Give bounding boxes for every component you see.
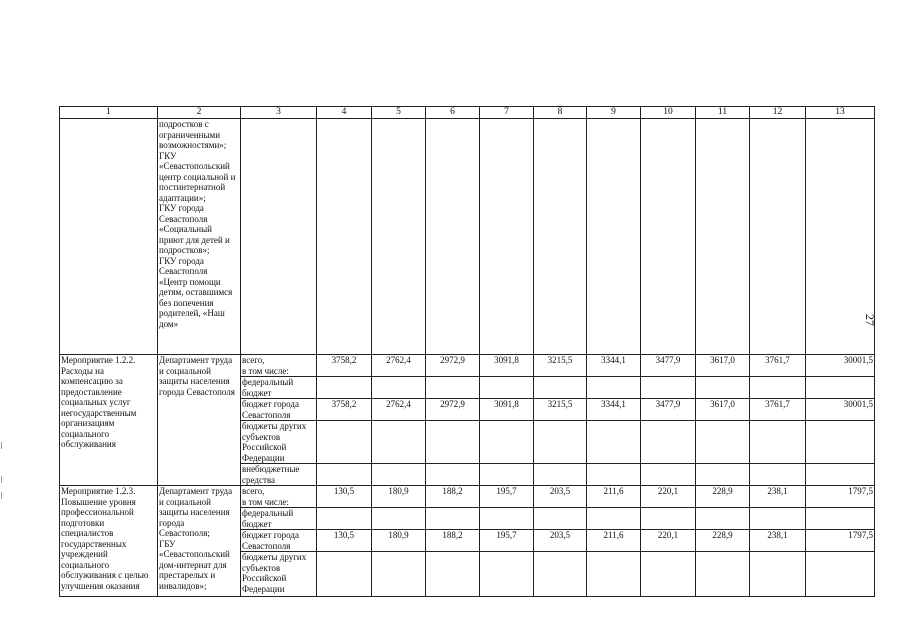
executor-line: ГКУ города — [159, 203, 204, 213]
year-value-cell — [372, 421, 426, 464]
measure-name-line: социальных услуг — [61, 397, 131, 407]
year-value-cell — [534, 464, 587, 486]
funding-source-line: Федерации — [242, 452, 285, 463]
year-value-cell — [641, 421, 696, 464]
scan-artifact — [1, 476, 2, 483]
funding-source-line: в том числе: — [242, 365, 289, 376]
empty-cell — [480, 119, 534, 355]
year-value-cell: 188,2 — [426, 530, 480, 552]
continuation-row — [60, 119, 875, 355]
executor-line: престарелых и — [159, 570, 216, 580]
executor-line: родителей, «Наш — [159, 308, 225, 318]
year-value-cell: 3761,7 — [750, 399, 806, 421]
empty-cell — [241, 119, 317, 355]
funding-source-cell — [241, 464, 317, 486]
funding-source-line: бюджет — [242, 387, 272, 398]
year-value-cell: 3617,0 — [696, 399, 750, 421]
funding-source-line: субъектов — [242, 562, 281, 573]
total-value-cell: 30001,5 — [806, 399, 875, 421]
executor-line: инвалидов»; — [159, 580, 207, 591]
year-value-cell: 238,1 — [750, 530, 806, 552]
year-value-cell — [641, 377, 696, 399]
measure-name-line: Повышение уровня — [61, 496, 136, 507]
measure-name-line: предоставление — [61, 386, 122, 397]
year-value-cell: 203,5 — [534, 486, 587, 508]
year-value-cell — [426, 421, 480, 464]
executor-line: «Социальный — [159, 224, 212, 234]
year-value-cell — [480, 508, 534, 530]
measure-name-line: обслуживания с целью — [61, 570, 149, 580]
column-number-header: 2 — [158, 107, 241, 119]
funding-source-line: Севастополя — [242, 540, 291, 551]
executor-line: дом-интернат для — [159, 559, 227, 570]
year-value-cell: 180,9 — [372, 530, 426, 552]
year-value-cell: 180,9 — [372, 486, 426, 508]
column-number-header: 9 — [587, 107, 641, 119]
column-number-header: 4 — [317, 107, 372, 119]
year-value-cell: 3758,2 — [317, 399, 372, 421]
year-value-cell: 3215,5 — [534, 399, 587, 421]
executor-line: и социальной — [159, 365, 211, 376]
year-value-cell: 3091,8 — [480, 399, 534, 421]
year-value-cell: 130,5 — [317, 486, 372, 508]
total-value-cell — [806, 377, 875, 399]
funding-source-cell — [241, 399, 317, 421]
year-value-cell — [696, 377, 750, 399]
funding-source-line: Федерации — [242, 583, 285, 594]
year-value-cell: 220,1 — [641, 530, 696, 552]
year-value-cell — [480, 421, 534, 464]
budget-table — [59, 106, 875, 597]
measure-name-cell — [60, 355, 158, 486]
executor-cell — [158, 119, 241, 355]
header-row — [60, 107, 875, 119]
funding-source-cell — [241, 421, 317, 464]
year-value-cell — [372, 552, 426, 597]
year-value-cell — [480, 464, 534, 486]
empty-cell — [750, 119, 806, 355]
executor-line: Севастополя; — [159, 528, 210, 538]
year-value-cell — [372, 464, 426, 486]
measure-name-line: социального — [61, 428, 110, 439]
column-number-header: 13 — [806, 107, 875, 119]
funding-source-line: Российской — [242, 442, 287, 452]
column-number-header: 10 — [641, 107, 696, 119]
year-value-cell: 3617,0 — [696, 355, 750, 377]
year-value-cell: 2972,9 — [426, 399, 480, 421]
year-value-cell: 3477,9 — [641, 399, 696, 421]
year-value-cell: 195,7 — [480, 486, 534, 508]
year-value-cell: 2762,4 — [372, 399, 426, 421]
funding-source-cell — [241, 552, 317, 597]
executor-line: ГКУ города — [159, 255, 204, 266]
year-value-cell: 130,5 — [317, 530, 372, 552]
executor-cell — [158, 355, 241, 486]
executor-line: адаптации»; — [159, 192, 206, 203]
measure-name-line: специалистов — [61, 528, 114, 538]
funding-source-cell — [241, 355, 317, 377]
funding-source-line: федеральный — [242, 508, 294, 518]
measure-name-line: подготовки — [61, 517, 105, 528]
executor-line: города — [159, 517, 185, 528]
year-value-cell — [372, 377, 426, 399]
year-value-cell: 203,5 — [534, 530, 587, 552]
column-number-header: 6 — [426, 107, 480, 119]
year-value-cell: 3344,1 — [587, 399, 641, 421]
year-value-cell — [641, 464, 696, 486]
column-number-header: 3 — [241, 107, 317, 119]
year-value-cell: 188,2 — [426, 486, 480, 508]
funding-source-line: бюджеты других — [242, 421, 307, 431]
year-value-cell: 2972,9 — [426, 355, 480, 377]
measure-name-line: Мероприятие 1.2.2. — [61, 355, 136, 365]
funding-source-cell — [241, 530, 317, 552]
executor-line: ГКУ — [159, 150, 177, 161]
year-value-cell: 3091,8 — [480, 355, 534, 377]
year-value-cell: 3761,7 — [750, 355, 806, 377]
funding-source-cell — [241, 486, 317, 508]
funding-source-line: в том числе: — [242, 496, 289, 507]
executor-line: детям, оставшимся — [159, 287, 233, 297]
year-value-cell — [641, 552, 696, 597]
funding-source-line: бюджет города — [242, 530, 299, 540]
year-value-cell — [480, 552, 534, 597]
year-value-cell — [534, 377, 587, 399]
total-value-cell — [806, 464, 875, 486]
executor-line: защиты населения — [159, 376, 230, 386]
executor-line: ГБУ — [159, 538, 176, 549]
total-value-cell: 30001,5 — [806, 355, 875, 377]
year-value-cell — [587, 508, 641, 530]
executor-line: «Севастопольский — [159, 161, 230, 171]
funding-source-line: средства — [242, 474, 276, 485]
year-value-cell: 3215,5 — [534, 355, 587, 377]
funding-source-line: бюджет города — [242, 399, 299, 409]
year-value-cell — [426, 508, 480, 530]
year-value-cell — [696, 464, 750, 486]
executor-line: подростков с — [159, 119, 209, 129]
column-number-header: 1 — [60, 107, 158, 119]
measure-name-line: негосударственным — [61, 407, 137, 418]
funding-row — [60, 486, 875, 508]
year-value-cell: 3477,9 — [641, 355, 696, 377]
empty-cell — [317, 119, 372, 355]
year-value-cell — [534, 552, 587, 597]
year-value-cell — [426, 552, 480, 597]
funding-source-line: Севастополя — [242, 409, 291, 420]
funding-source-line: внебюджетные — [242, 464, 300, 474]
measure-name-line: социального — [61, 559, 110, 570]
column-number-header: 11 — [696, 107, 750, 119]
year-value-cell — [750, 508, 806, 530]
year-value-cell: 3344,1 — [587, 355, 641, 377]
year-value-cell — [534, 508, 587, 530]
year-value-cell — [696, 421, 750, 464]
column-number-header: 8 — [534, 107, 587, 119]
funding-source-line: Российской — [242, 573, 287, 583]
year-value-cell — [587, 464, 641, 486]
column-number-header: 5 — [372, 107, 426, 119]
year-value-cell — [696, 508, 750, 530]
executor-line: подростков»; — [159, 245, 210, 255]
funding-source-line: федеральный — [242, 377, 294, 387]
funding-row — [60, 355, 875, 377]
year-value-cell — [317, 421, 372, 464]
year-value-cell — [587, 421, 641, 464]
year-value-cell — [426, 377, 480, 399]
year-value-cell: 238,1 — [750, 486, 806, 508]
measure-name-cell — [60, 486, 158, 597]
year-value-cell: 211,6 — [587, 530, 641, 552]
column-number-header: 12 — [750, 107, 806, 119]
total-value-cell: 1797,5 — [806, 486, 875, 508]
year-value-cell: 220,1 — [641, 486, 696, 508]
year-value-cell — [317, 464, 372, 486]
year-value-cell — [317, 552, 372, 597]
executor-line: Севастополя — [159, 266, 208, 276]
executor-line: центр социальной и — [159, 171, 236, 182]
executor-line: дом» — [159, 318, 179, 329]
measure-name-line: Мероприятие 1.2.3. — [61, 486, 136, 496]
executor-line: приют для детей и — [159, 234, 230, 245]
funding-source-line: субъектов — [242, 431, 281, 442]
scan-artifact — [1, 492, 2, 499]
executor-line: «Центр помощи — [159, 276, 221, 287]
funding-source-line: бюджет — [242, 518, 272, 529]
total-value-cell — [806, 508, 875, 530]
column-number-header: 7 — [480, 107, 534, 119]
total-value-cell — [806, 421, 875, 464]
measure-name-line: профессиональной — [61, 507, 134, 517]
executor-line: Севастополя — [159, 213, 208, 224]
year-value-cell: 228,9 — [696, 530, 750, 552]
executor-cell — [158, 486, 241, 597]
empty-cell — [696, 119, 750, 355]
scan-artifact — [1, 442, 2, 449]
year-value-cell — [480, 377, 534, 399]
year-value-cell: 211,6 — [587, 486, 641, 508]
empty-cell — [641, 119, 696, 355]
year-value-cell: 228,9 — [696, 486, 750, 508]
funding-source-line: всего, — [242, 486, 265, 496]
measure-name-line: компенсацию за — [61, 376, 123, 386]
measure-name-line: обслуживания — [61, 439, 116, 449]
empty-cell — [534, 119, 587, 355]
year-value-cell — [317, 508, 372, 530]
year-value-cell — [750, 552, 806, 597]
executor-line: возможностями»; — [159, 140, 227, 150]
year-value-cell: 2762,4 — [372, 355, 426, 377]
measure-name-line: улучшения оказания — [61, 580, 140, 591]
empty-cell — [806, 119, 875, 355]
year-value-cell — [641, 508, 696, 530]
year-value-cell: 195,7 — [480, 530, 534, 552]
executor-line: города Севастополя — [159, 386, 235, 397]
year-value-cell — [534, 421, 587, 464]
year-value-cell — [750, 377, 806, 399]
executor-line: Департамент труда — [159, 486, 233, 496]
year-value-cell — [587, 552, 641, 597]
funding-source-cell — [241, 508, 317, 530]
executor-line: «Севастопольский — [159, 549, 230, 559]
year-value-cell: 3758,2 — [317, 355, 372, 377]
year-value-cell — [587, 377, 641, 399]
year-value-cell — [372, 508, 426, 530]
executor-line: защиты населения — [159, 507, 230, 517]
total-value-cell: 1797,5 — [806, 530, 875, 552]
funding-source-line: всего, — [242, 355, 265, 365]
page-number: 27 — [863, 314, 877, 326]
executor-line: Департамент труда — [159, 355, 233, 365]
year-value-cell — [750, 421, 806, 464]
measure-name-line: Расходы на — [61, 365, 104, 376]
total-value-cell — [806, 552, 875, 597]
empty-cell — [587, 119, 641, 355]
year-value-cell — [696, 552, 750, 597]
funding-source-line: бюджеты других — [242, 552, 307, 562]
executor-line: постинтернатной — [159, 182, 226, 192]
measure-name-line: учреждений — [61, 549, 108, 559]
funding-source-cell — [241, 377, 317, 399]
empty-cell — [426, 119, 480, 355]
empty-cell — [60, 119, 158, 355]
executor-line: ограниченными — [159, 129, 221, 140]
year-value-cell — [426, 464, 480, 486]
executor-line: и социальной — [159, 496, 211, 507]
measure-name-line: организациям — [61, 418, 115, 428]
empty-cell — [372, 119, 426, 355]
year-value-cell — [750, 464, 806, 486]
executor-line: без попечения — [159, 297, 214, 308]
year-value-cell — [317, 377, 372, 399]
measure-name-line: государственных — [61, 538, 127, 549]
